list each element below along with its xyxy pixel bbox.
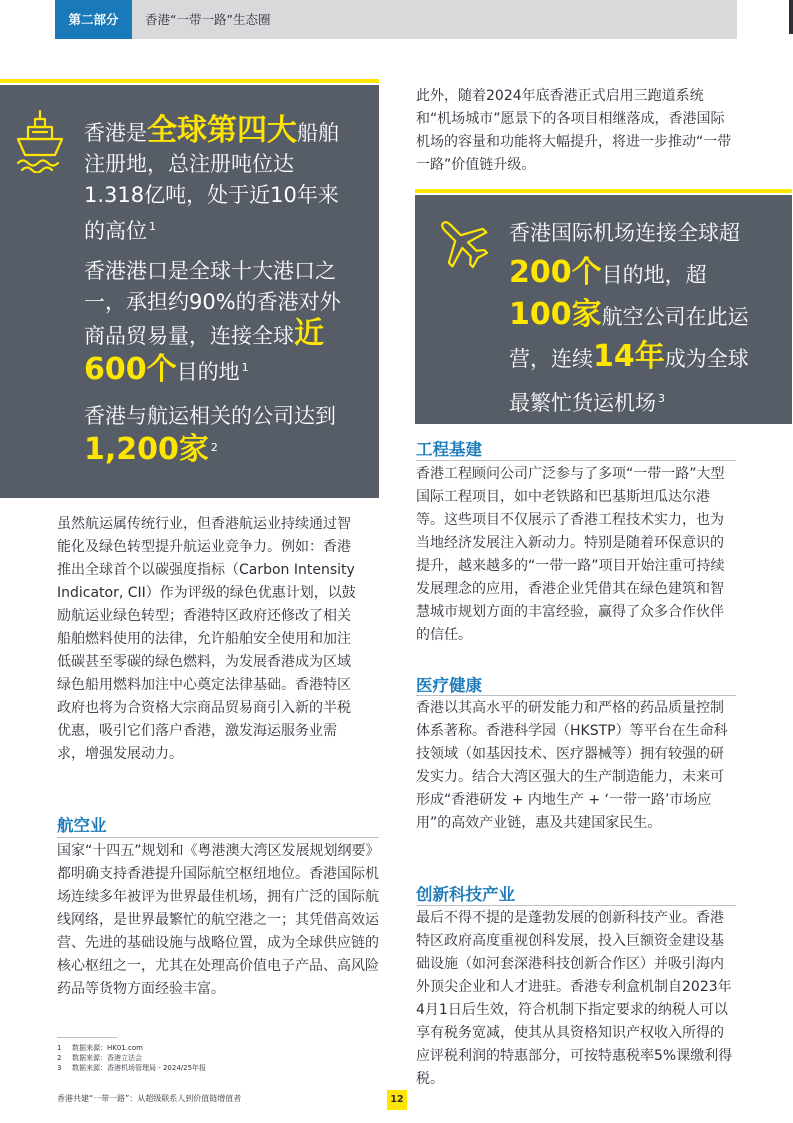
section-badge: 第二部分 [55,0,132,39]
airplane-icon [431,211,495,275]
stat-airport: 香港国际机场连接全球超200个目的地，超100家航空公司在此运营，连续14年成为全球最繁忙货运机场 $^3$ [509,221,749,415]
shipping-stats-box [0,85,379,498]
page-header [55,0,737,39]
divider [57,837,379,838]
footnote-ref: 3 [658,392,665,405]
section-title: 香港“一带一路”生态圈 [145,12,271,27]
stat-highlight: 200个 [509,255,602,290]
footnote-3: 3 数据来源：香港机场管理局 - 2024/25年报 [57,1064,207,1072]
footnote-1: 1 数据来源：HK01.com [57,1044,143,1052]
divider [416,460,736,461]
stat-port: 香港港口是全球十大港口之一，承担约90%的香港对外商品贸易量，连接全球近600个目的地 $^1$ [84,259,341,387]
aviation-stats-box [415,195,792,424]
heading-aviation: 航空业 [57,816,107,835]
stat-ship-registry: 香港是全球第四大船舶注册地，总注册吨位达1.318亿吨，处于近10年来的高位 $^1$ [84,113,339,243]
aviation-paragraph: 国家“十四五”规划和《粤港澳大湾区发展规划纲要》都明确支持香港提升国际航空枢纽地位。香港国际机场连续多年被评为世界最佳机场，拥有广泛的国际航线网络，是世界最繁忙的航空港之一；其凭借高效运营、先进的基础设施与战略位置，成为全球供应链的核心枢纽之一，尤其在处理高价值电子产品、高风险药品等货物方面经验丰富。 [57,843,379,997]
ship-icon [14,107,66,173]
footnote-ref: 2 [210,441,218,454]
divider [416,695,736,696]
divider [416,905,736,906]
stat-highlight: 14年 [593,339,665,374]
stat-shipping-companies: 香港与航运相关的公司达到1,200家 $^2$ [84,404,336,467]
heading-healthcare: 医疗健康 [416,676,482,695]
stat-highlight: 1,200家 [84,432,209,467]
stat-highlight: 近600个 [84,316,324,387]
airport-expansion-paragraph: 此外，随着2024年底香港正式启用三跑道系统和“机场城市”愿景下的各项目相继落成，香港国际机场的容量和功能将大幅提升，将进一步推动“一带一路”价值链升级。 [416,88,732,173]
stat-highlight: 100家 [509,297,602,332]
footer-title: 香港共建“一带一路”：从超级联系人到价值链增值者 [57,1094,242,1103]
heading-engineering: 工程基建 [416,440,482,459]
footnote-ref: 1 [241,361,249,374]
footnote-ref: 1 [149,220,156,233]
heading-innovation: 创新科技产业 [416,885,515,904]
healthcare-paragraph: 香港以其高水平的研发能力和严格的药品质量控制体系著称。香港科学园（HKSTP）等平台在生命科技领域（如基因技术、医疗器械等）拥有较强的研发实力。结合大湾区强大的生产制造能力，未来可形成“香港研发 + 内地生产 + ‘一带一路’市场应用”的高效产业链，惠及共建国家民生。 [416,700,728,831]
page-number: 12 [387,1090,407,1110]
yellow-rule [415,189,792,193]
header-bar [789,0,793,34]
footnote-divider [57,1037,117,1038]
stat-highlight: 全球第四大 [147,113,297,148]
innovation-paragraph: 最后不得不提的是蓬勃发展的创新科技产业。香港特区政府高度重视创科发展，投入巨额资金建设基础设施（如河套深港科技创新合作区）并吸引海内外顶尖企业和人才进驻。香港专利盒机制自2023年4月1日后生效，符合机制下指定要求的纳税人可以享有税务宽减，使其从具资格知识产权收入所得的应评税利润的特惠部分，可按特惠税率5%课缴利得税。 [416,910,733,1087]
footnote-2: 2 数据来源：香港立法会 [57,1054,142,1062]
shipping-paragraph: 虽然航运属传统行业，但香港航运业持续通过智能化及绿色转型提升航运业竞争力。例如：香港推出全球首个以碳强度指标（Carbon Intensity Indicator, CII）作为评级的绿色优惠计划，以鼓励航运业绿色转型；香港特区政府还修改了相关船舶燃料使用的法律，允许船舶安全使用和加注低碳甚至零碳的绿色燃料，为发展香港成为区域绿色船用燃料加注中心奠定法律基础。香港特区政府也将为合资格大宗商品贸易商引入新的半税优惠，吸引它们落户香港，激发海运服务业需求，增强发展动力。 [57,516,356,762]
yellow-rule [0,79,379,83]
engineering-paragraph: 香港工程顾问公司广泛参与了多项“一带一路”大型国际工程项目，如中老铁路和巴基斯坦瓜达尔港等。这些项目不仅展示了香港工程技术实力，也为当地经济发展注入新动力。特别是随着环保意识的提升，越来越多的“一带一路”项目开始注重可持续发展理念的应用，香港企业凭借其在绿色建筑和智慧城市规划方面的丰富经验，赢得了众多合作伙伴的信任。 [416,466,725,643]
